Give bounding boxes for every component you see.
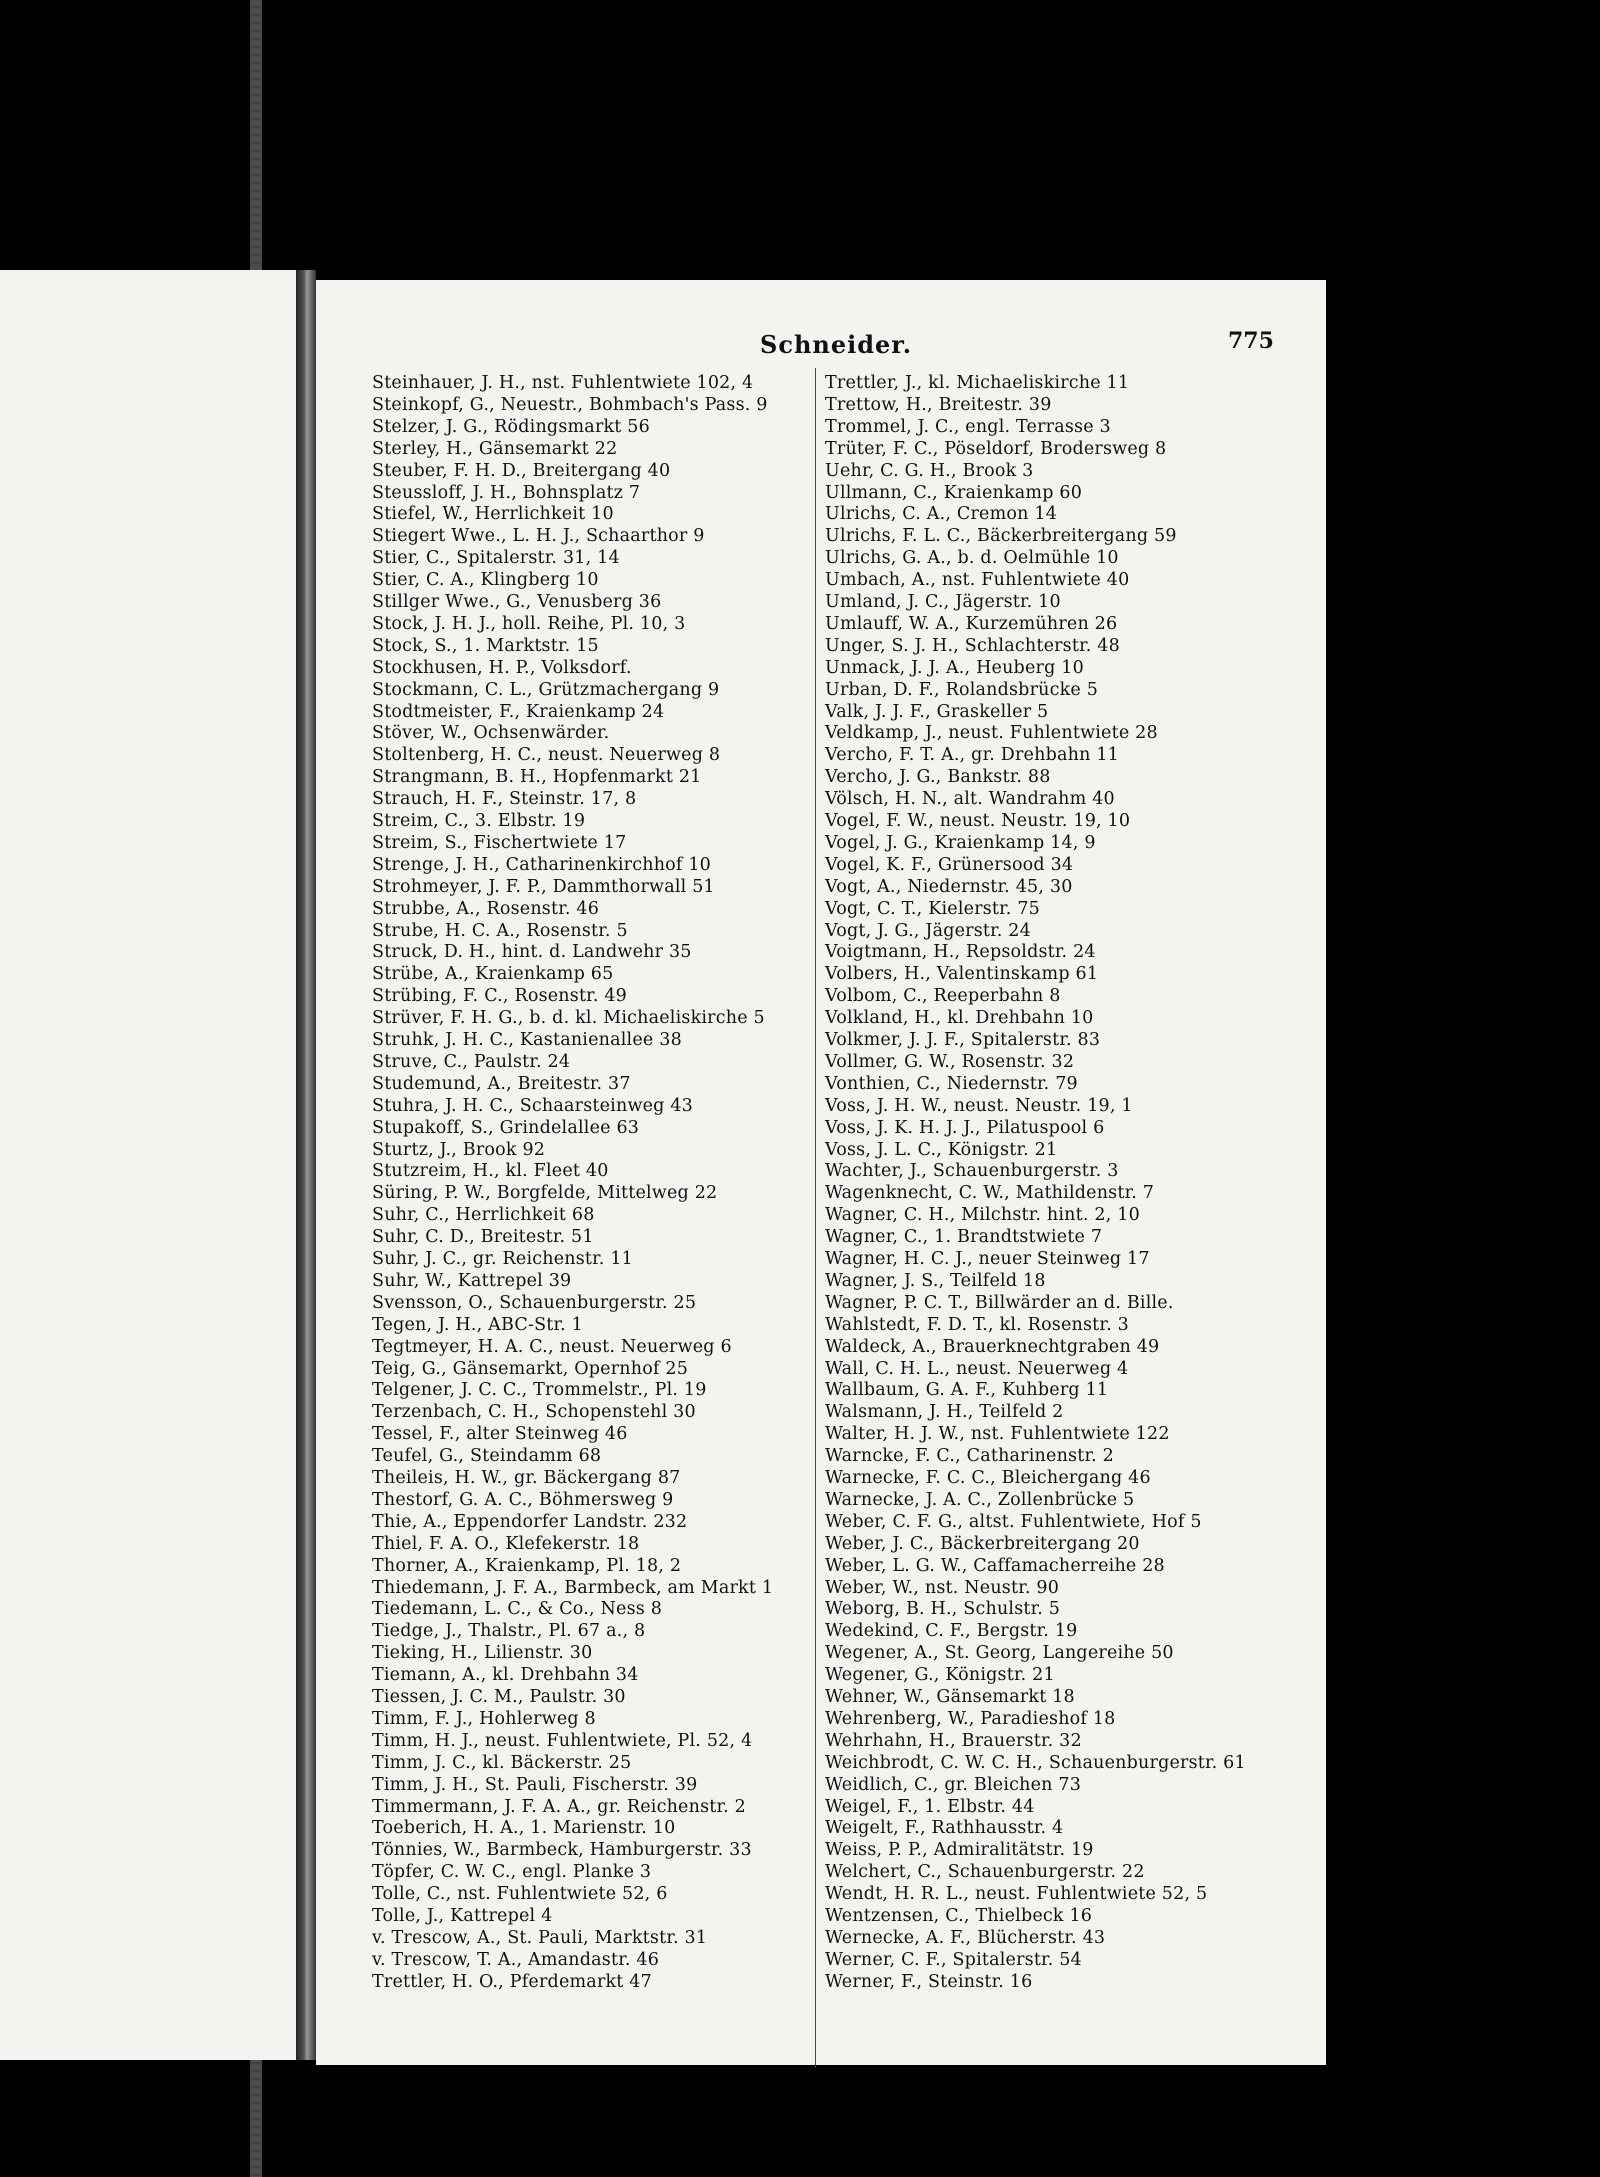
directory-entry: Sturtz, J., Brook 92 [372, 1139, 546, 1160]
directory-entry: Völsch, H. N., alt. Wandrahm 40 [825, 789, 1115, 810]
directory-entry: Unger, S. J. H., Schlachterstr. 48 [825, 635, 1120, 656]
directory-entry: Vercho, F. T. A., gr. Drehbahn 11 [825, 745, 1119, 766]
directory-entry: Trüter, F. C., Pöseldorf, Brodersweg 8 [825, 438, 1167, 459]
directory-entry: Volbers, H., Valentinskamp 61 [825, 964, 1099, 985]
directory-entry: Steinkopf, G., Neuestr., Bohmbach's Pass. 9 [372, 394, 768, 415]
directory-entry: Umlauff, W. A., Kurzemühren 26 [825, 613, 1118, 634]
directory-entry: Warncke, F. C., Catharinenstr. 2 [825, 1446, 1114, 1467]
directory-entry: Werner, F., Steinstr. 16 [825, 1971, 1033, 1992]
directory-entry: Stöver, W., Ochsenwärder. [372, 723, 610, 744]
directory-entry: Stock, S., 1. Marktstr. 15 [372, 635, 599, 656]
directory-entry: Volkland, H., kl. Drehbahn 10 [825, 1008, 1094, 1029]
directory-entry: Strauch, H. F., Steinstr. 17, 8 [372, 789, 637, 810]
directory-entry: Stiegert Wwe., L. H. J., Schaarthor 9 [372, 526, 705, 547]
directory-entry: Wendt, H. R. L., neust. Fuhlentwiete 52, 5 [825, 1884, 1208, 1905]
directory-entry: Trettow, H., Breitestr. 39 [825, 394, 1052, 415]
directory-entry: Tiedge, J., Thalstr., Pl. 67 a., 8 [372, 1621, 646, 1642]
directory-entry: Stiefel, W., Herrlichkeit 10 [372, 504, 614, 525]
directory-entry: Ullmann, C., Kraienkamp 60 [825, 482, 1083, 503]
directory-entry: Struck, D. H., hint. d. Landwehr 35 [372, 942, 692, 963]
directory-entry: Tegen, J. H., ABC-Str. 1 [372, 1314, 584, 1335]
directory-entry: Suhr, J. C., gr. Reichenstr. 11 [372, 1249, 633, 1269]
directory-entry: Weigel, F., 1. Elbstr. 44 [825, 1796, 1035, 1817]
column-divider [815, 368, 816, 2068]
directory-entry: Trettler, H. O., Pferdemarkt 47 [372, 1971, 652, 1992]
directory-entry: Vogel, J. G., Kraienkamp 14, 9 [825, 832, 1096, 853]
directory-entry: Wagner, H. C. J., neuer Steinweg 17 [825, 1249, 1150, 1269]
directory-entry: Umbach, A., nst. Fuhlentwiete 40 [825, 570, 1130, 591]
directory-entry: Steussloff, J. H., Bohnsplatz 7 [372, 482, 641, 503]
directory-entry: Umland, J. C., Jägerstr. 10 [825, 592, 1061, 612]
directory-entry: Thiedemann, J. F. A., Barmbeck, am Markt 1 [372, 1577, 774, 1598]
directory-entry: Strenge, J. H., Catharinenkirchhof 10 [372, 854, 712, 875]
directory-entry: v. Trescow, A., St. Pauli, Marktstr. 31 [372, 1927, 708, 1948]
directory-entry: Wagner, C., 1. Brandtstwiete 7 [825, 1227, 1103, 1248]
page-number: 775 [1228, 328, 1274, 354]
directory-entry: Vonthien, C., Niedernstr. 79 [825, 1073, 1078, 1094]
directory-entry: Vollmer, G. W., Rosenstr. 32 [825, 1051, 1075, 1072]
directory-entry: Streim, C., 3. Elbstr. 19 [372, 811, 586, 831]
directory-entry: Trettler, J., kl. Michaeliskirche 11 [825, 373, 1130, 393]
directory-entry: Suhr, C. D., Breitestr. 51 [372, 1227, 594, 1248]
directory-entry: Thorner, A., Kraienkamp, Pl. 18, 2 [372, 1555, 682, 1576]
directory-entry: Ulrichs, C. A., Cremon 14 [825, 504, 1058, 525]
directory-entry: Tieking, H., Lilienstr. 30 [372, 1643, 593, 1664]
directory-entry: Stoltenberg, H. C., neust. Neuerweg 8 [372, 745, 721, 766]
directory-entry: Stelzer, J. G., Rödingsmarkt 56 [372, 416, 650, 437]
directory-entry: Wahlstedt, F. D. T., kl. Rosenstr. 3 [825, 1314, 1129, 1335]
directory-entry: Weber, L. G. W., Caffamacherreihe 28 [825, 1555, 1165, 1576]
directory-entry: Weiss, P. P., Admiralitätstr. 19 [825, 1840, 1094, 1861]
directory-entry: Voss, J. H. W., neust. Neustr. 19, 1 [825, 1095, 1133, 1116]
directory-entry: Telgener, J. C. C., Trommelstr., Pl. 19 [372, 1380, 707, 1401]
left-page [0, 270, 296, 2060]
directory-entry: Wegener, G., Königstr. 21 [825, 1665, 1055, 1686]
directory-entry: Wagner, P. C. T., Billwärder an d. Bille. [825, 1292, 1174, 1313]
directory-entry: Stockmann, C. L., Grützmachergang 9 [372, 679, 720, 700]
directory-entry: Wagenknecht, C. W., Mathildenstr. 7 [825, 1183, 1155, 1204]
directory-entry: Stier, C., Spitalerstr. 31, 14 [372, 548, 620, 569]
directory-entry: Terzenbach, C. H., Schopenstehl 30 [372, 1402, 696, 1423]
directory-entry: Weber, W., nst. Neustr. 90 [825, 1577, 1060, 1598]
directory-entry: Walsmann, J. H., Teilfeld 2 [825, 1402, 1064, 1423]
directory-entry: v. Trescow, T. A., Amandastr. 46 [372, 1949, 660, 1970]
directory-entry: Wernecke, A. F., Blücherstr. 43 [825, 1927, 1106, 1948]
directory-entry: Töpfer, C. W. C., engl. Planke 3 [372, 1862, 652, 1883]
directory-entry: Walter, H. J. W., nst. Fuhlentwiete 122 [825, 1424, 1170, 1445]
directory-entry: Toeberich, H. A., 1. Marienstr. 10 [372, 1818, 676, 1839]
directory-entry: Strangmann, B. H., Hopfenmarkt 21 [372, 767, 702, 788]
page-header-title: Schneider. [760, 330, 913, 359]
directory-entry: Vogel, K. F., Grünersood 34 [825, 854, 1074, 875]
directory-entry: Stillger Wwe., G., Venusberg 36 [372, 592, 662, 612]
directory-entry: Wachter, J., Schauenburgerstr. 3 [825, 1161, 1119, 1182]
directory-entry: Tönnies, W., Barmbeck, Hamburgerstr. 33 [372, 1840, 752, 1861]
directory-entry: Thiel, F. A. O., Klefekerstr. 18 [372, 1533, 640, 1554]
directory-entry: Wehrenberg, W., Paradieshof 18 [825, 1708, 1116, 1729]
directory-entry: Vercho, J. G., Bankstr. 88 [825, 767, 1051, 788]
directory-entry: Tegtmeyer, H. A. C., neust. Neuerweg 6 [372, 1336, 732, 1357]
directory-entry: Steuber, F. H. D., Breitergang 40 [372, 460, 671, 481]
directory-entry: Warnecke, F. C. C., Bleichergang 46 [825, 1468, 1151, 1488]
directory-entry: Tiemann, A., kl. Drehbahn 34 [372, 1665, 639, 1686]
directory-entry: Stockhusen, H. P., Volksdorf. [372, 657, 632, 678]
directory-entry: Struve, C., Paulstr. 24 [372, 1051, 571, 1072]
directory-entry: Thestorf, G. A. C., Böhmersweg 9 [372, 1489, 674, 1510]
directory-entry: Wegener, A., St. Georg, Langereihe 50 [825, 1643, 1174, 1664]
directory-entry: Strube, H. C. A., Rosenstr. 5 [372, 920, 628, 941]
directory-entry: Uehr, C. G. H., Brook 3 [825, 460, 1034, 481]
directory-entry: Stuhra, J. H. C., Schaarsteinweg 43 [372, 1095, 694, 1116]
directory-entry: Strübing, F. C., Rosenstr. 49 [372, 986, 628, 1007]
directory-entry: Strohmeyer, J. F. P., Dammthorwall 51 [372, 876, 715, 897]
directory-entry: Streim, S., Fischertwiete 17 [372, 832, 627, 853]
directory-entry: Tiedemann, L. C., & Co., Ness 8 [372, 1599, 663, 1620]
directory-entry: Süring, P. W., Borgfelde, Mittelweg 22 [372, 1183, 718, 1204]
directory-entry: Teig, G., Gänsemarkt, Opernhof 25 [372, 1358, 689, 1379]
directory-entry: Wentzensen, C., Thielbeck 16 [825, 1906, 1093, 1926]
directory-entry: Waldeck, A., Brauerknechtgraben 49 [825, 1336, 1160, 1357]
directory-entry: Voss, J. L. C., Königstr. 21 [825, 1139, 1058, 1160]
book-gutter [296, 270, 316, 2060]
directory-entry: Sterley, H., Gänsemarkt 22 [372, 438, 618, 459]
directory-entry: Thie, A., Eppendorfer Landstr. 232 [372, 1511, 688, 1532]
directory-entry: Werner, C. F., Spitalerstr. 54 [825, 1949, 1082, 1970]
directory-entry: Stutzreim, H., kl. Fleet 40 [372, 1161, 609, 1182]
directory-entry: Suhr, C., Herrlichkeit 68 [372, 1205, 595, 1226]
directory-entry: Wall, C. H. L., neust. Neuerweg 4 [825, 1358, 1129, 1379]
directory-entry: Ulrichs, F. L. C., Bäckerbreitergang 59 [825, 526, 1177, 547]
directory-entry: Strübe, A., Kraienkamp 65 [372, 964, 614, 985]
directory-entry: Tolle, C., nst. Fuhlentwiete 52, 6 [372, 1884, 668, 1905]
directory-entry: Steinhauer, J. H., nst. Fuhlentwiete 102, 4 [372, 373, 754, 393]
directory-entry: Weber, J. C., Bäckerbreitergang 20 [825, 1533, 1140, 1554]
directory-entry: Weber, C. F. G., altst. Fuhlentwiete, Hof 5 [825, 1511, 1202, 1532]
directory-entry: Suhr, W., Kattrepel 39 [372, 1270, 572, 1291]
directory-entry: Stodtmeister, F., Kraienkamp 24 [372, 701, 665, 722]
directory-entry: Wallbaum, G. A. F., Kuhberg 11 [825, 1380, 1109, 1401]
directory-entry: Wagner, J. S., Teilfeld 18 [825, 1270, 1046, 1291]
directory-entry: Wagner, C. H., Milchstr. hint. 2, 10 [825, 1205, 1140, 1226]
directory-entry: Valk, J. J. F., Graskeller 5 [825, 701, 1049, 722]
directory-entry: Voss, J. K. H. J. J., Pilatuspool 6 [825, 1117, 1105, 1138]
directory-entry: Weichbrodt, C. W. C. H., Schauenburgerstr. 61 [825, 1752, 1246, 1773]
directory-entry: Volbom, C., Reeperbahn 8 [825, 986, 1061, 1007]
directory-entry: Weidlich, C., gr. Bleichen 73 [825, 1774, 1082, 1795]
directory-entry: Strubbe, A., Rosenstr. 46 [372, 898, 600, 919]
directory-entry: Strüver, F. H. G., b. d. kl. Michaeliskirche 5 [372, 1008, 765, 1029]
directory-entry: Vogt, A., Niedernstr. 45, 30 [825, 876, 1073, 897]
directory-entry: Timm, F. J., Hohlerweg 8 [372, 1708, 596, 1729]
directory-entry: Volkmer, J. J. F., Spitalerstr. 83 [825, 1030, 1101, 1050]
directory-entry: Warnecke, J. A. C., Zollenbrücke 5 [825, 1489, 1135, 1510]
directory-entry: Svensson, O., Schauenburgerstr. 25 [372, 1292, 697, 1313]
directory-entry: Timm, J. H., St. Pauli, Fischerstr. 39 [372, 1774, 698, 1795]
directory-entry: Vogel, F. W., neust. Neustr. 19, 10 [825, 811, 1131, 831]
directory-entry: Vogt, C. T., Kielerstr. 75 [825, 898, 1041, 919]
directory-entry: Ulrichs, G. A., b. d. Oelmühle 10 [825, 548, 1119, 569]
directory-entry: Tolle, J., Kattrepel 4 [372, 1906, 553, 1926]
directory-entry: Wehner, W., Gänsemarkt 18 [825, 1687, 1075, 1707]
directory-entry: Wedekind, C. F., Bergstr. 19 [825, 1621, 1078, 1642]
directory-entry: Teufel, G., Steindamm 68 [372, 1446, 602, 1467]
directory-entry: Veldkamp, J., neust. Fuhlentwiete 28 [825, 723, 1158, 744]
directory-entry: Timmermann, J. F. A. A., gr. Reichenstr. 2 [372, 1796, 747, 1817]
directory-entry: Timm, J. C., kl. Bäckerstr. 25 [372, 1752, 632, 1773]
directory-entry: Wehrhahn, H., Brauerstr. 32 [825, 1730, 1082, 1751]
directory-entry: Struhk, J. H. C., Kastanienallee 38 [372, 1030, 682, 1050]
directory-entry: Studemund, A., Breitestr. 37 [372, 1073, 631, 1094]
directory-entry: Voigtmann, H., Repsoldstr. 24 [825, 942, 1096, 963]
directory-entry: Unmack, J. J. A., Heuberg 10 [825, 657, 1084, 678]
directory-entry: Stock, J. H. J., holl. Reihe, Pl. 10, 3 [372, 613, 686, 634]
directory-entry: Welchert, C., Schauenburgerstr. 22 [825, 1862, 1145, 1883]
directory-entry: Trommel, J. C., engl. Terrasse 3 [825, 416, 1111, 437]
directory-entry: Stupakoff, S., Grindelallee 63 [372, 1117, 640, 1138]
directory-entry: Tessel, F., alter Steinweg 46 [372, 1424, 628, 1445]
directory-entry: Vogt, J. G., Jägerstr. 24 [825, 920, 1031, 941]
directory-entry: Urban, D. F., Rolandsbrücke 5 [825, 679, 1099, 700]
directory-entry: Stier, C. A., Klingberg 10 [372, 570, 599, 591]
directory-entry: Weborg, B. H., Schulstr. 5 [825, 1599, 1061, 1620]
directory-entry: Theileis, H. W., gr. Bäckergang 87 [372, 1468, 681, 1488]
directory-entry: Weigelt, F., Rathhausstr. 4 [825, 1818, 1064, 1839]
directory-entry: Timm, H. J., neust. Fuhlentwiete, Pl. 52, 4 [372, 1730, 753, 1751]
directory-entry: Tiessen, J. C. M., Paulstr. 30 [372, 1687, 626, 1707]
